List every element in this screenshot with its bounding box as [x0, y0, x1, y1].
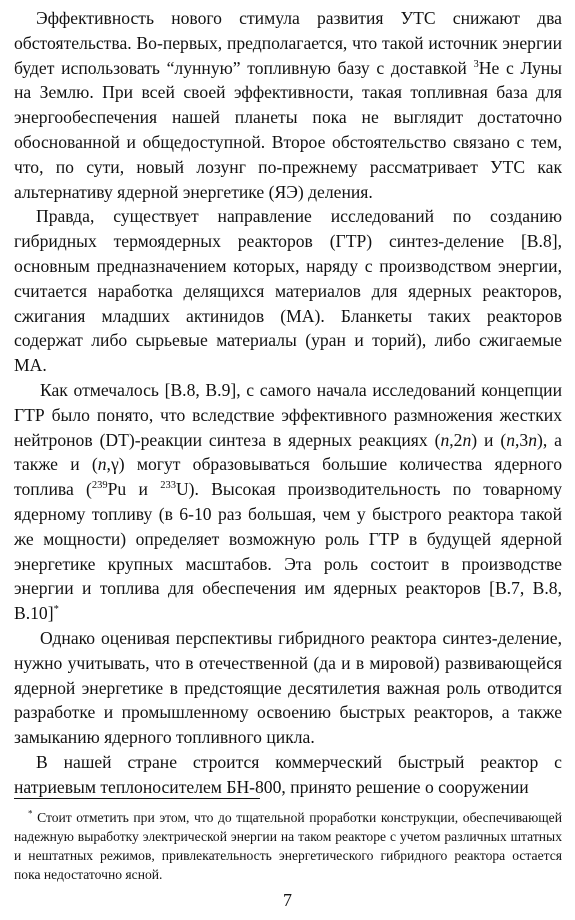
- paragraph-3-text-d: ,3: [515, 429, 529, 450]
- paragraph-3-text-pu: Pu и: [107, 479, 161, 500]
- paragraph-2: Правда, существует направление исследований по созданию гибридных термоядерных реакторов (ГТР) синтез-деление [В.8], основным предназначением которых, наряду с производством энергии, считается наработка делящихся материалов для ядерных реакторов, сжигания младших актинидов (МА). Бланкеты таких реакторов содержат либо сырьевые материалы (уран и торий), либо сжигаемые МА.: [14, 206, 562, 376]
- paragraph-3-text-a: Как отмечалось [В.8, В.9], с самого начала исследований концепции ГТР было понято, что вследствие эффективного размножения жестких нейтронов (DT)-реакции синтеза в ядерных реакциях (: [14, 379, 562, 450]
- italic-n: n: [528, 429, 538, 450]
- paragraph-3-text-b: ,2: [449, 429, 463, 450]
- italic-n: n: [506, 429, 516, 450]
- u-mass-number: 233: [160, 480, 176, 492]
- main-text: [14, 6, 562, 800]
- italic-n: n: [440, 429, 450, 450]
- paragraph-3: [14, 378, 562, 626]
- paragraph-5: В нашей стране строится коммерческий быстрый реактор с натриевым теплоносителем БН-800, принято решение о сооружении: [14, 751, 562, 797]
- italic-n: n: [462, 429, 472, 450]
- footnote-reference[interactable]: *: [53, 604, 59, 616]
- isotope-superscript: 3: [473, 58, 479, 70]
- paragraph-3-text-e: ), а также и (: [14, 429, 562, 475]
- paragraph-1: [14, 6, 562, 204]
- footnote-text: Стоит отметить при этом, что до тщательной проработки конструкции, обеспечивающей надежную выработку электрической энергии на таком реакторе с учетом различных штатных и нештатных режимов, привлекательность энергетического гибридного реактора остается пока недостаточно ясной.: [14, 810, 562, 882]
- italic-n: n: [97, 454, 107, 475]
- page-number: 7: [283, 890, 292, 910]
- paragraph-3-text-g: U). Высокая производительность по товарному ядерному топливу (в 6-10 раз большая, чем у быстрого реактора такой же мощности) определяет возможную роль ГТР в будущей ядерной энергетике крупных масштабов. Эта роль состоит в производстве энергии и топлива для обеспечения им ядерных реакторов [В.7, В.8, В.10]: [14, 479, 563, 624]
- paragraph-1-text-a: Эффективность нового стимула развития УТС снижают два обстоятельства. Во-первых, предполагается, что такой источник энергии будет использовать “лунную” топливную базу с доставкой: [14, 8, 562, 78]
- pu-mass-number: 239: [91, 480, 108, 492]
- paragraph-3-text-c: ) и (: [471, 429, 507, 450]
- paragraph-1-text-b: Не с Луны на Землю. При всей своей эффективности, такая топливная база для энергообеспечения нашей планеты пока не выглядит достаточно обоснованной и общедоступной. Второе обстоятельство связано с тем, что, по сути, новый лозунг по-прежнему рассматривает УТС как альтернативу ядерной энергетике (ЯЭ) деления.: [14, 57, 562, 202]
- paragraph-3-text-f: ,γ) могут образовываться большие количества ядерного топлива (: [14, 454, 562, 500]
- footnote-divider: [14, 798, 260, 799]
- footnote-mark: *: [28, 808, 33, 819]
- footnote: [14, 808, 562, 884]
- paragraph-4: Однако оценивая перспективы гибридного реактора синтез-деление, нужно учитывать, что в отечественной (да и в мировой) развивающейся ядерной энергетике в предстоящие десятилетия важная роль отводится разработке и промышленному освоению быстрых реакторов, а также замыканию ядерного топливного цикла.: [14, 627, 562, 748]
